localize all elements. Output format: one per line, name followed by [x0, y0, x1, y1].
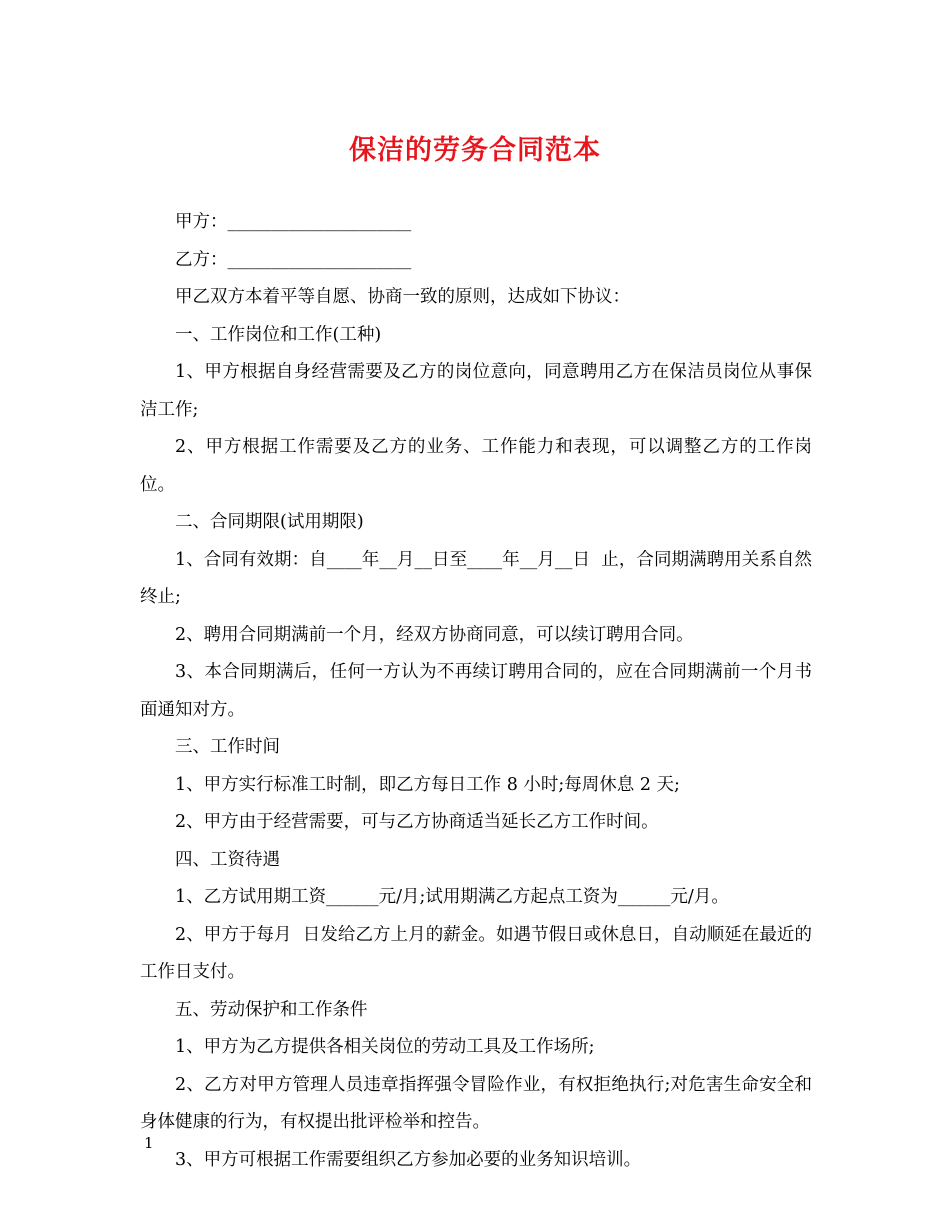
section-heading-4: 四、工资待遇: [175, 849, 280, 870]
paragraph-preamble: 甲乙双方本着平等自愿、协商一致的原则，达成如下协议：: [175, 287, 630, 307]
paragraph-1-1: 1、甲方根据自身经营需要及乙方的岗位意向，同意聘用乙方在保洁员岗位从事保洁工作;: [140, 362, 812, 420]
paragraph-2-2: 2、聘用合同期满前一个月，经双方协商同意，可以续订聘用合同。: [175, 624, 694, 645]
paragraph-5-1: 1、甲方为乙方提供各相关岗位的劳动工具及工作场所;: [175, 1037, 595, 1057]
section-heading-3: 三、工作时间: [175, 737, 280, 757]
document-body: [140, 204, 812, 1179]
section-heading-2: 二、合同期限(试用期限): [175, 512, 364, 532]
section-heading-1: 一、工作岗位和工作(工种): [175, 324, 382, 345]
paragraph-party-b: 乙方：_____________________: [175, 249, 412, 270]
paragraph-3-1: 1、甲方实行标准工时制，即乙方每日工作 8 小时;每周休息 2 天;: [175, 774, 680, 795]
page-number: 1: [144, 1134, 154, 1152]
paragraph-party-a: 甲方：_____________________: [175, 212, 412, 232]
paragraph-1-2: 2、甲方根据工作需要及乙方的业务、工作能力和表现，可以调整乙方的工作岗位。: [140, 437, 812, 495]
section-heading-5: 五、劳动保护和工作条件: [175, 999, 368, 1020]
paragraph-4-1: 1、乙方试用期工资______元/月;试用期满乙方起点工资为______元/月。: [175, 887, 729, 907]
document-title: 保洁的劳务合同范本: [349, 135, 601, 166]
paragraph-4-2: 2、甲方于每月 日发给乙方上月的薪金。如遇节假日或休息日，自动顺延在最近的工作日支付。: [140, 924, 812, 982]
paragraph-5-3: 3、甲方可根据工作需要组织乙方参加必要的业务知识培训。: [175, 1149, 642, 1170]
paragraph-2-1: 1、合同有效期：自____年__月__日至____年__月__日 止，合同期满聘用关系自然终止;: [140, 549, 812, 607]
paragraph-2-3: 3、本合同期满后，任何一方认为不再续订聘用合同的，应在合同期满前一个月书面通知对方。: [140, 662, 812, 720]
paragraph-3-2: 2、甲方由于经营需要，可与乙方协商适当延长乙方工作时间。: [175, 812, 659, 832]
paragraph-5-2: 2、乙方对甲方管理人员违章指挥强令冒险作业，有权拒绝执行;对危害生命安全和身体健康的行为，有权提出批评检举和控告。: [140, 1074, 812, 1132]
